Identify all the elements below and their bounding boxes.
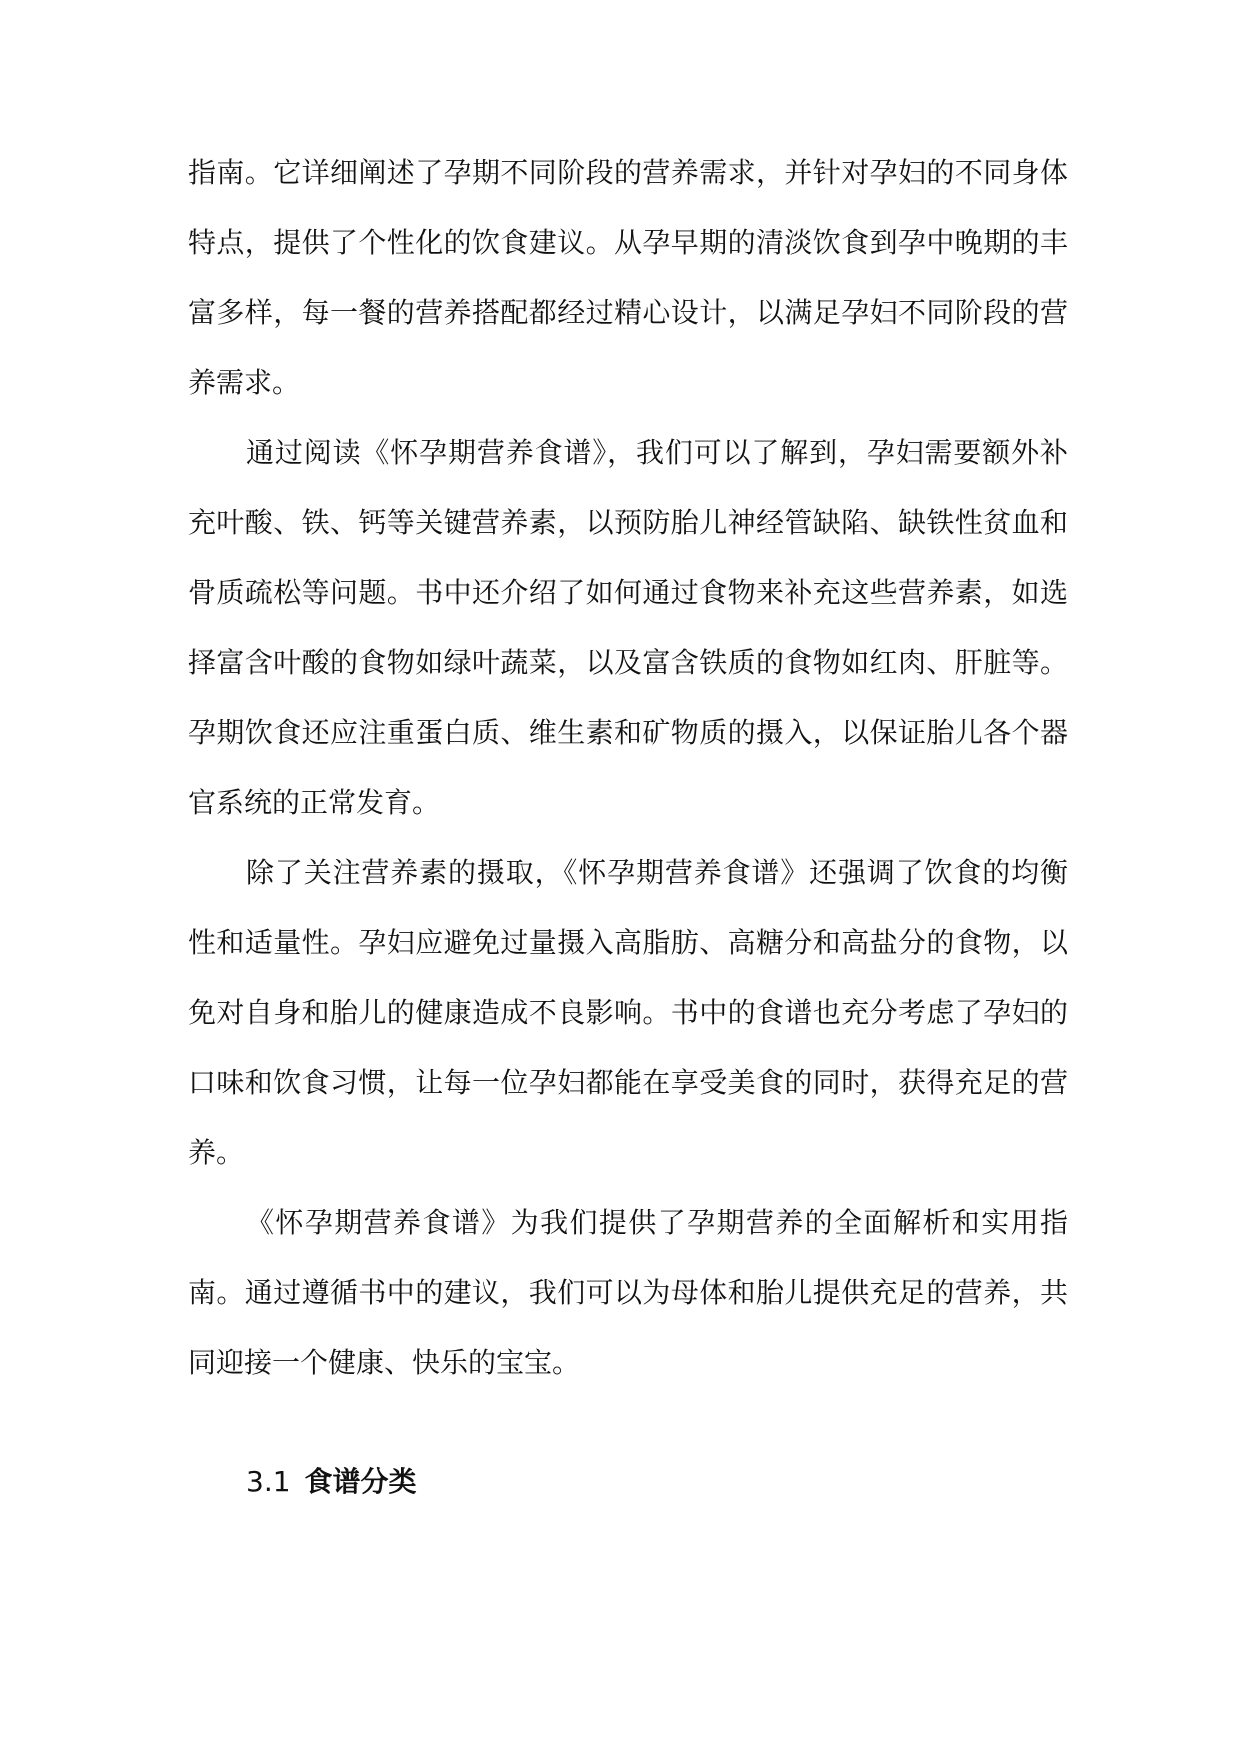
- body-text: [188, 138, 1068, 1398]
- paragraph-summary: 《怀孕期营养食谱》为我们提供了孕期营养的全面解析和实用指南。通过遵循书中的建议，我们可以为母体和胎儿提供充足的营养，共同迎接一个健康、快乐的宝宝。: [188, 1206, 1068, 1379]
- section-title: 食谱分类: [304, 1465, 417, 1498]
- section-number: 3.1: [246, 1465, 291, 1498]
- section-heading: [246, 1460, 417, 1500]
- paragraph-continuation: 指南。它详细阐述了孕期不同阶段的营养需求，并针对孕妇的不同身体特点，提供了个性化的饮食建议。从孕早期的清淡饮食到孕中晚期的丰富多样，每一餐的营养搭配都经过精心设计，以满足孕妇不同阶段的营养需求。: [188, 156, 1068, 399]
- paragraph-nutrients: 通过阅读《怀孕期营养食谱》，我们可以了解到，孕妇需要额外补充叶酸、铁、钙等关键营养素，以预防胎儿神经管缺陷、缺铁性贫血和骨质疏松等问题。书中还介绍了如何通过食物来补充这些营养素，如选择富含叶酸的食物如绿叶蔬菜，以及富含铁质的食物如红肉、肝脏等。孕期饮食还应注重蛋白质、维生素和矿物质的摄入，以保证胎儿各个器官系统的正常发育。: [188, 436, 1068, 819]
- paragraph-balance: 除了关注营养素的摄取，《怀孕期营养食谱》还强调了饮食的均衡性和适量性。孕妇应避免过量摄入高脂肪、高糖分和高盐分的食物，以免对自身和胎儿的健康造成不良影响。书中的食谱也充分考虑了孕妇的口味和饮食习惯，让每一位孕妇都能在享受美食的同时，获得充足的营养。: [188, 856, 1068, 1169]
